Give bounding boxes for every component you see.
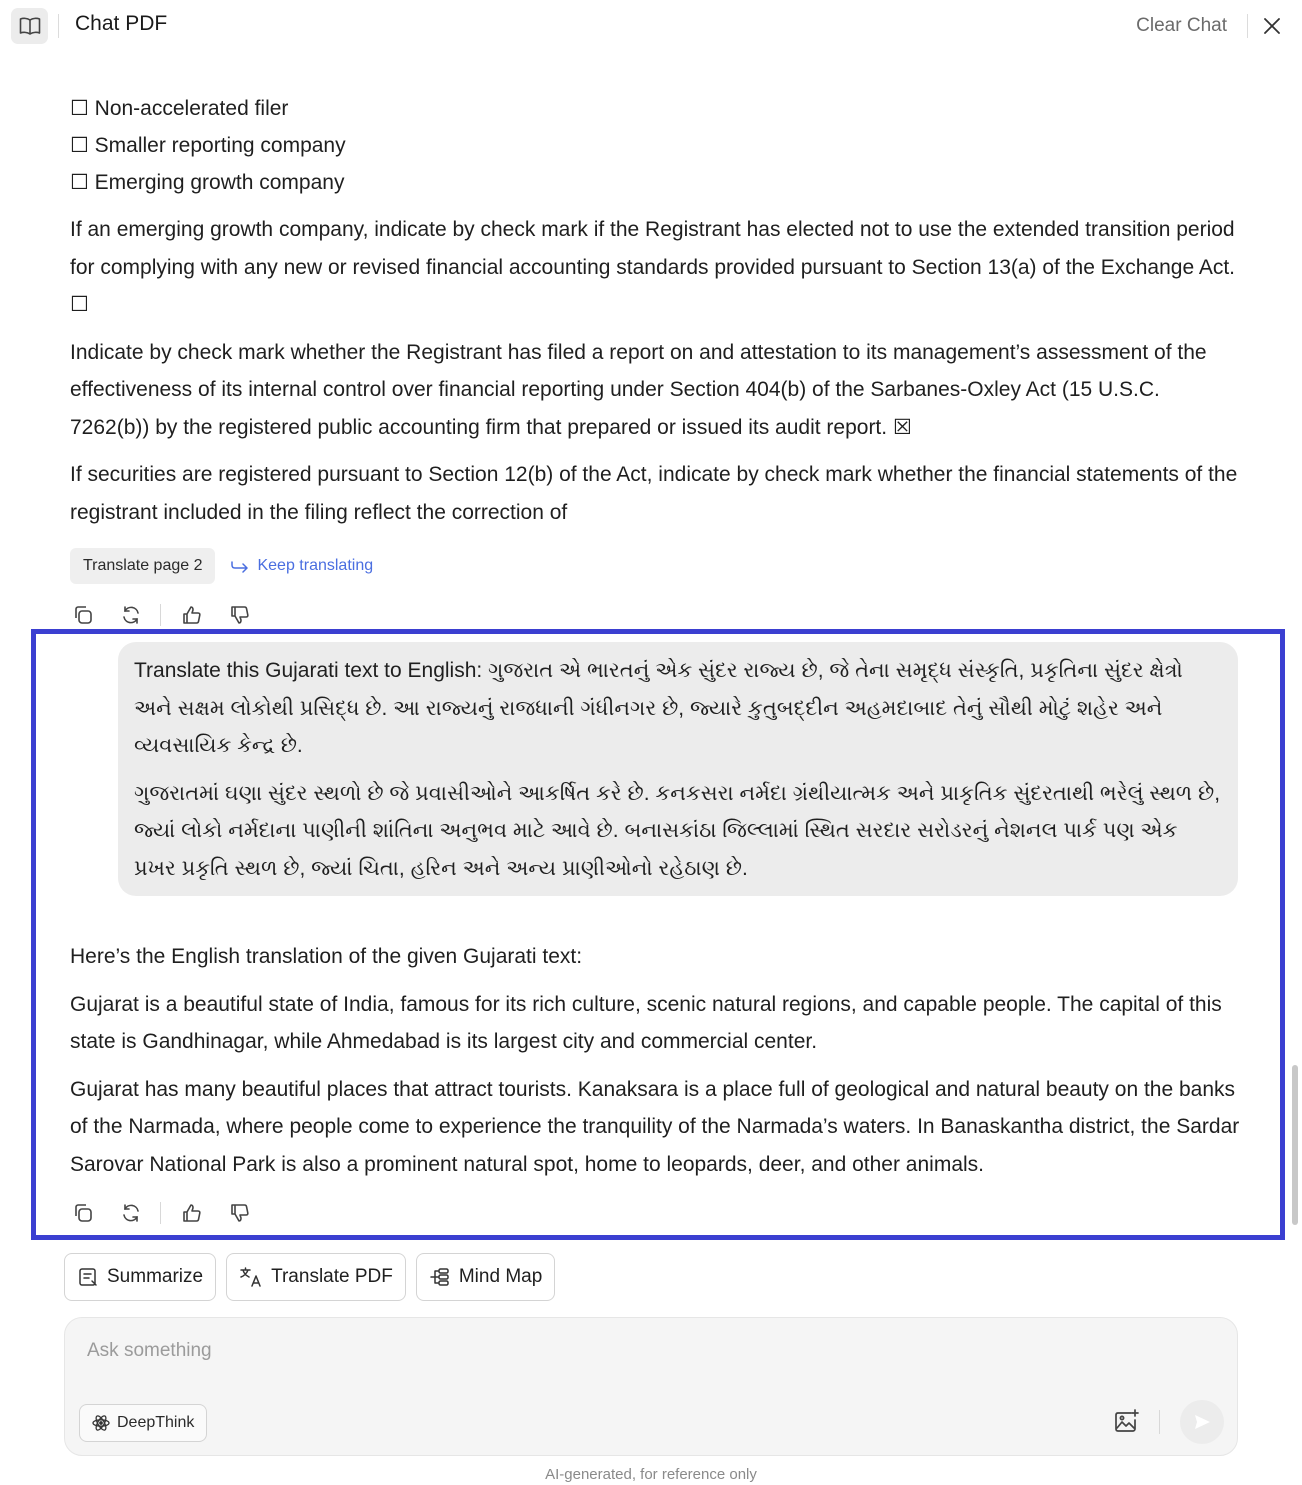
message-paragraph: Here’s the English translation of the given Gujarati text: xyxy=(70,945,583,968)
header xyxy=(0,0,1302,52)
deepthink-label: DeepThink xyxy=(117,1414,195,1431)
translate-pdf-label: Translate PDF xyxy=(271,1266,393,1287)
checkbox-line: ☐ Emerging growth company xyxy=(70,171,345,194)
translate-icon xyxy=(239,1266,263,1288)
message-paragraph: Gujarat is a beautiful state of India, famous for its rich culture, scenic natural regions, and capable people. The capital of this state is Gandhinagar, while Ahmedabad is its largest city and commercial center. xyxy=(70,992,1222,1053)
image-upload-icon[interactable] xyxy=(1112,1408,1140,1436)
checkbox-line: ☐ Smaller reporting company xyxy=(70,134,346,157)
chat-area xyxy=(0,52,1302,1242)
message-paragraph: Indicate by check mark whether the Registrant has filed a report on and attestation to its management’s assessment of the effectiveness of its internal control over financial reporting under Section 404(b) of the Sarbanes-Oxley Act (15 U.S.C. 7262(b)) by the registered public accounting firm that prepared or issued its audit report. ☒ xyxy=(70,340,1207,439)
user-message-bubble xyxy=(118,642,1238,896)
thumbs-down-icon xyxy=(229,1202,251,1224)
disclaimer-text: AI-generated, for reference only xyxy=(545,1466,757,1483)
keep-translating-link[interactable] xyxy=(231,557,373,575)
deepthink-toggle[interactable] xyxy=(79,1404,207,1442)
regenerate-button[interactable] xyxy=(118,1200,144,1226)
quick-tools xyxy=(64,1253,555,1301)
regenerate-icon xyxy=(120,604,142,626)
thumbs-up-button[interactable] xyxy=(179,1200,205,1226)
message-paragraph: If an emerging growth company, indicate by check mark if the Registrant has elected not to use the extended transition period for complying with any new or revised financial accounting standards provided pursuant to Section 13(a) of the Exchange Act. ☐ xyxy=(70,218,1235,316)
chat-input-box[interactable] xyxy=(64,1317,1238,1456)
atom-icon xyxy=(92,1414,110,1432)
copy-icon xyxy=(72,604,94,626)
forward-arrow-icon xyxy=(231,559,249,573)
thumbs-down-button[interactable] xyxy=(227,602,253,628)
message-paragraph: If securities are registered pursuant to Section 12(b) of the Act, indicate by check mark whether the financial statements of the registrant included in the filing reflect the correction of xyxy=(70,463,1238,524)
action-divider xyxy=(160,604,161,626)
user-message-paragraph: Translate this Gujarati text to English: ગુજરાત એ ભારતનું એક સુંદર રાજ્ય છે, જે તેના સમૃદ્ધ સંસ્કૃતિ, પ્રકૃતિના સુંદર ક્ષેત્રો અને સક્ષમ લોકોથી પ્રસિદ્ધ છે. આ રાજ્યનું રાજધાની ગંધીનગર છે, જ્યારે કુતુબદ્દીન અહમદાબાદ તેનું સૌથી મોટું શહેર અને વ્યવસાયિક કેન્દ્ર છે. xyxy=(134,659,1183,757)
translate-actions xyxy=(70,548,373,584)
mind-map-button[interactable] xyxy=(416,1253,555,1301)
thumbs-up-button[interactable] xyxy=(179,602,205,628)
message-actions-answer xyxy=(70,1200,275,1226)
thumbs-down-icon xyxy=(229,604,251,626)
summarize-icon xyxy=(77,1266,99,1288)
chat-scrollbar[interactable] xyxy=(1292,1065,1298,1225)
assistant-message xyxy=(70,938,1240,1183)
mind-map-label: Mind Map xyxy=(458,1266,543,1287)
chat-input-placeholder[interactable]: Ask something xyxy=(87,1340,212,1361)
user-message-paragraph: ગુજરાતમાં ઘણા સુંદર સ્થળો છે જે પ્રવાસીઓને આકર્ષિત કરે છે. કનકસરા નર્મદા ગ્રંથીયાત્મક અને પ્રાકૃતિક સુંદરતાથી ભરેલું સ્થળ છે, જ્યાં લોકો નર્મદાના પાણીની શાંતિના અનુભવ માટે આવે છે. બનાસકાંઠા જિલ્લામાં સ્થિત સરદાર સરોડરનું નેશનલ પાર્ક પણ એક પ્રખર પ્રકૃતિ સ્થળ છે, જ્યાં ચિતા, હરિન અને અન્ય પ્રાણીઓનો રહેઠાણ છે. xyxy=(134,781,1221,880)
mind-map-icon xyxy=(429,1266,451,1288)
copy-button[interactable] xyxy=(70,1200,96,1226)
thumbs-up-icon xyxy=(181,604,203,626)
action-divider xyxy=(160,1202,161,1224)
copy-icon xyxy=(72,1202,94,1224)
close-icon[interactable] xyxy=(1262,16,1282,36)
keep-translating-label: Keep translating xyxy=(257,557,374,574)
previous-assistant-message xyxy=(70,90,1240,531)
summarize-label: Summarize xyxy=(107,1266,204,1287)
thumbs-down-button[interactable] xyxy=(227,1200,253,1226)
book-icon xyxy=(19,16,41,36)
book-toggle-button[interactable] xyxy=(11,8,48,44)
header-divider xyxy=(1247,14,1248,38)
regenerate-button[interactable] xyxy=(118,602,144,628)
header-divider xyxy=(58,14,59,38)
checkbox-line: ☐ Non-accelerated filer xyxy=(70,97,289,120)
message-actions-previous xyxy=(70,602,275,628)
input-divider xyxy=(1159,1410,1160,1434)
translate-page-button[interactable]: Translate page 2 xyxy=(70,548,215,584)
copy-button[interactable] xyxy=(70,602,96,628)
send-icon xyxy=(1192,1412,1212,1432)
page-title: Chat PDF xyxy=(75,12,168,35)
regenerate-icon xyxy=(120,1202,142,1224)
thumbs-up-icon xyxy=(181,1202,203,1224)
message-paragraph: Gujarat has many beautiful places that attract tourists. Kanaksara is a place full of geological and natural beauty on the banks of the Narmada, where people come to experience the tranquility of the Narmada’s waters. In Banaskantha district, the Sardar Sarovar National Park is also a prominent natural spot, home to leopards, deer, and other animals. xyxy=(70,1077,1240,1176)
clear-chat-button[interactable]: Clear Chat xyxy=(1136,15,1227,36)
summarize-button[interactable] xyxy=(64,1253,216,1301)
send-button[interactable] xyxy=(1180,1400,1224,1444)
translate-pdf-button[interactable] xyxy=(226,1253,406,1301)
